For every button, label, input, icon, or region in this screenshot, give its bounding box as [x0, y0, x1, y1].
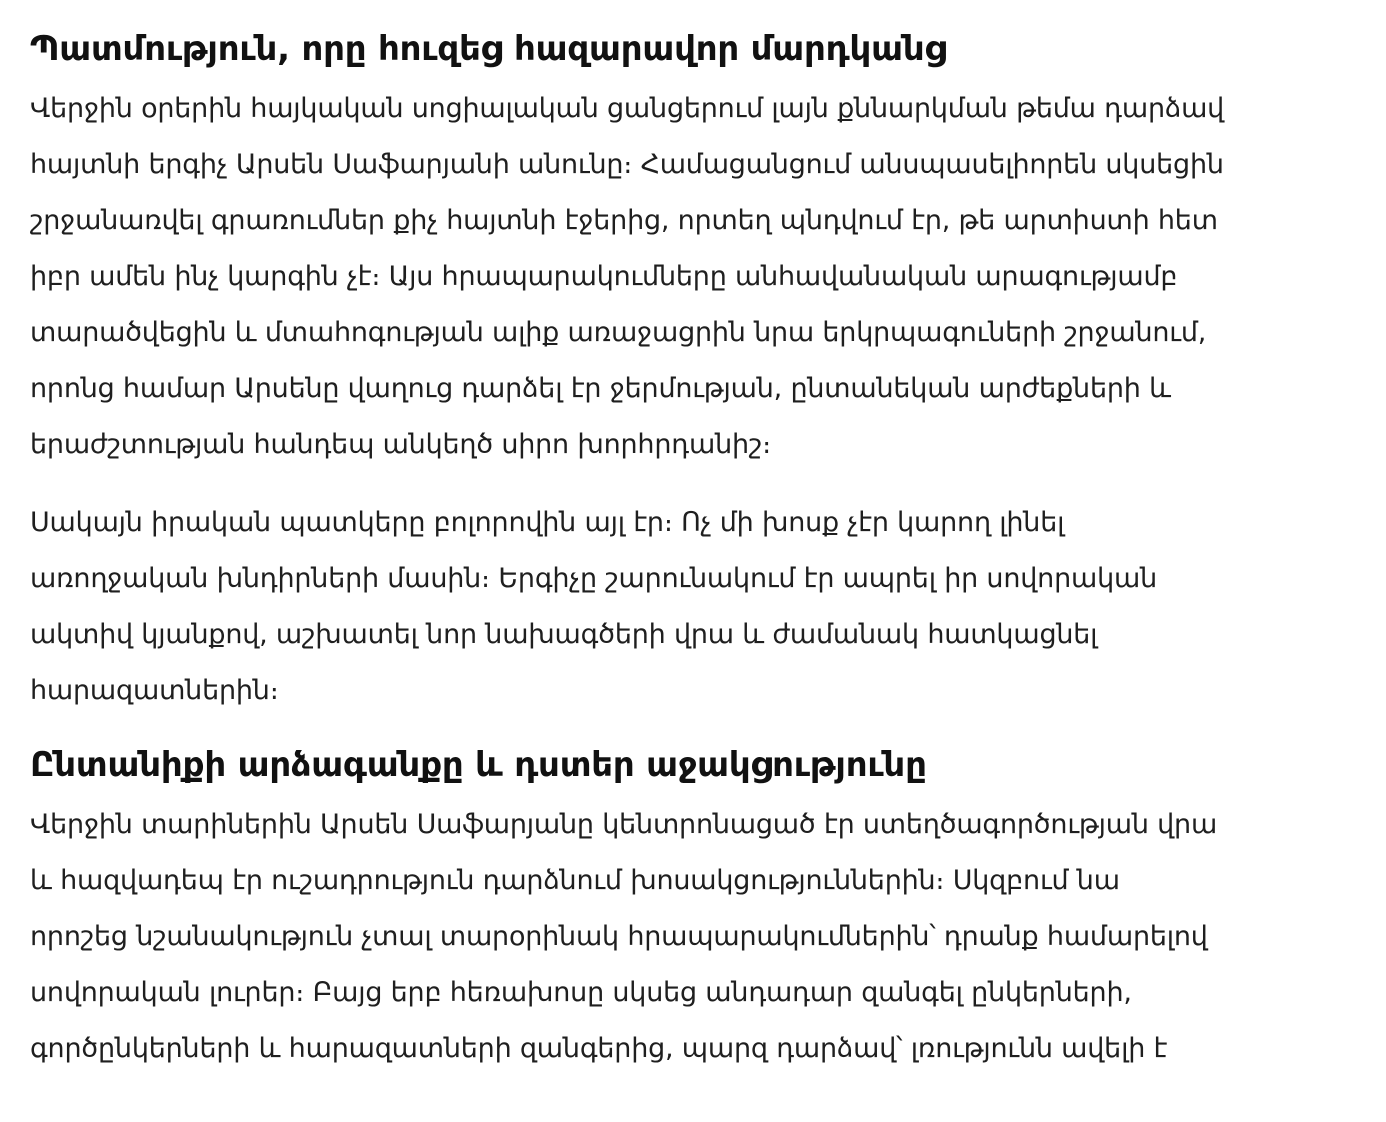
paragraph-line: հարազատներին։ [30, 675, 279, 706]
paragraph-line: հայտնի երգիչ Արսեն Սաֆարյանի անունը։ Համացանցում անսպասելիորեն սկսեցին [30, 149, 1224, 180]
article-title: Պատմություն, որը հուզեց հազարավոր մարդկանց [30, 29, 947, 69]
paragraph-line: որոշեց նշանակություն չտալ տարօրինակ հրապարակումներին՝ դրանք համարելով [30, 921, 1208, 952]
article-subtitle: Ընտանիքի արձագանքը և դստեր աջակցությունը [30, 745, 927, 785]
paragraph-line: և հազվադեպ էր ուշադրություն դարձնում խոսակցություններին։ Սկզբում նա [30, 865, 1120, 896]
paragraph-line: երաժշտության հանդեպ անկեղծ սիրո խորհրդանիշ։ [30, 429, 772, 460]
paragraph-line: տարածվեցին և մտահոգության ալիք առաջացրին նրա երկրպագուների շրջանում, [30, 317, 1207, 348]
paragraph-line: ակտիվ կյանքով, աշխատել նոր նախագծերի վրա և ժամանակ հատկացնել [30, 619, 1098, 650]
article-paragraph-3 [30, 797, 1356, 1077]
paragraph-line: որոնց համար Արսենը վաղուց դարձել էր ջերմության, ընտանեկան արժեքների և [30, 373, 1171, 404]
article-paragraph-1 [30, 81, 1356, 473]
paragraph-line: շրջանառվել գրառումներ քիչ հայտնի էջերից, որտեղ պնդվում էր, թե արտիստի հետ [30, 205, 1218, 236]
paragraph-line: Սակայն իրական պատկերը բոլորովին այլ էր։ Ոչ մի խոսք չէր կարող լինել [30, 507, 1065, 538]
paragraph-line: Վերջին օրերին հայկական սոցիալական ցանցերում լայն քննարկման թեմա դարձավ [30, 93, 1225, 124]
paragraph-line: առողջական խնդիրների մասին։ Երգիչը շարունակում էր ապրել իր սովորական [30, 563, 1158, 594]
article-paragraph-2 [30, 495, 1356, 719]
paragraph-line: սովորական լուրեր։ Բայց երբ հեռախոսը սկսեց անդադար զանգել ընկերների, [30, 977, 1132, 1008]
paragraph-line: Վերջին տարիներին Արսեն Սաֆարյանը կենտրոնացած էր ստեղծագործության վրա [30, 809, 1218, 840]
paragraph-line: իբր ամեն ինչ կարգին չէ։ Այս հրապարակումները անհավանական արագությամբ [30, 261, 1178, 292]
paragraph-line: գործընկերների և հարազատների զանգերից, պարզ դարձավ՝ լռությունն ավելի է [30, 1033, 1168, 1064]
